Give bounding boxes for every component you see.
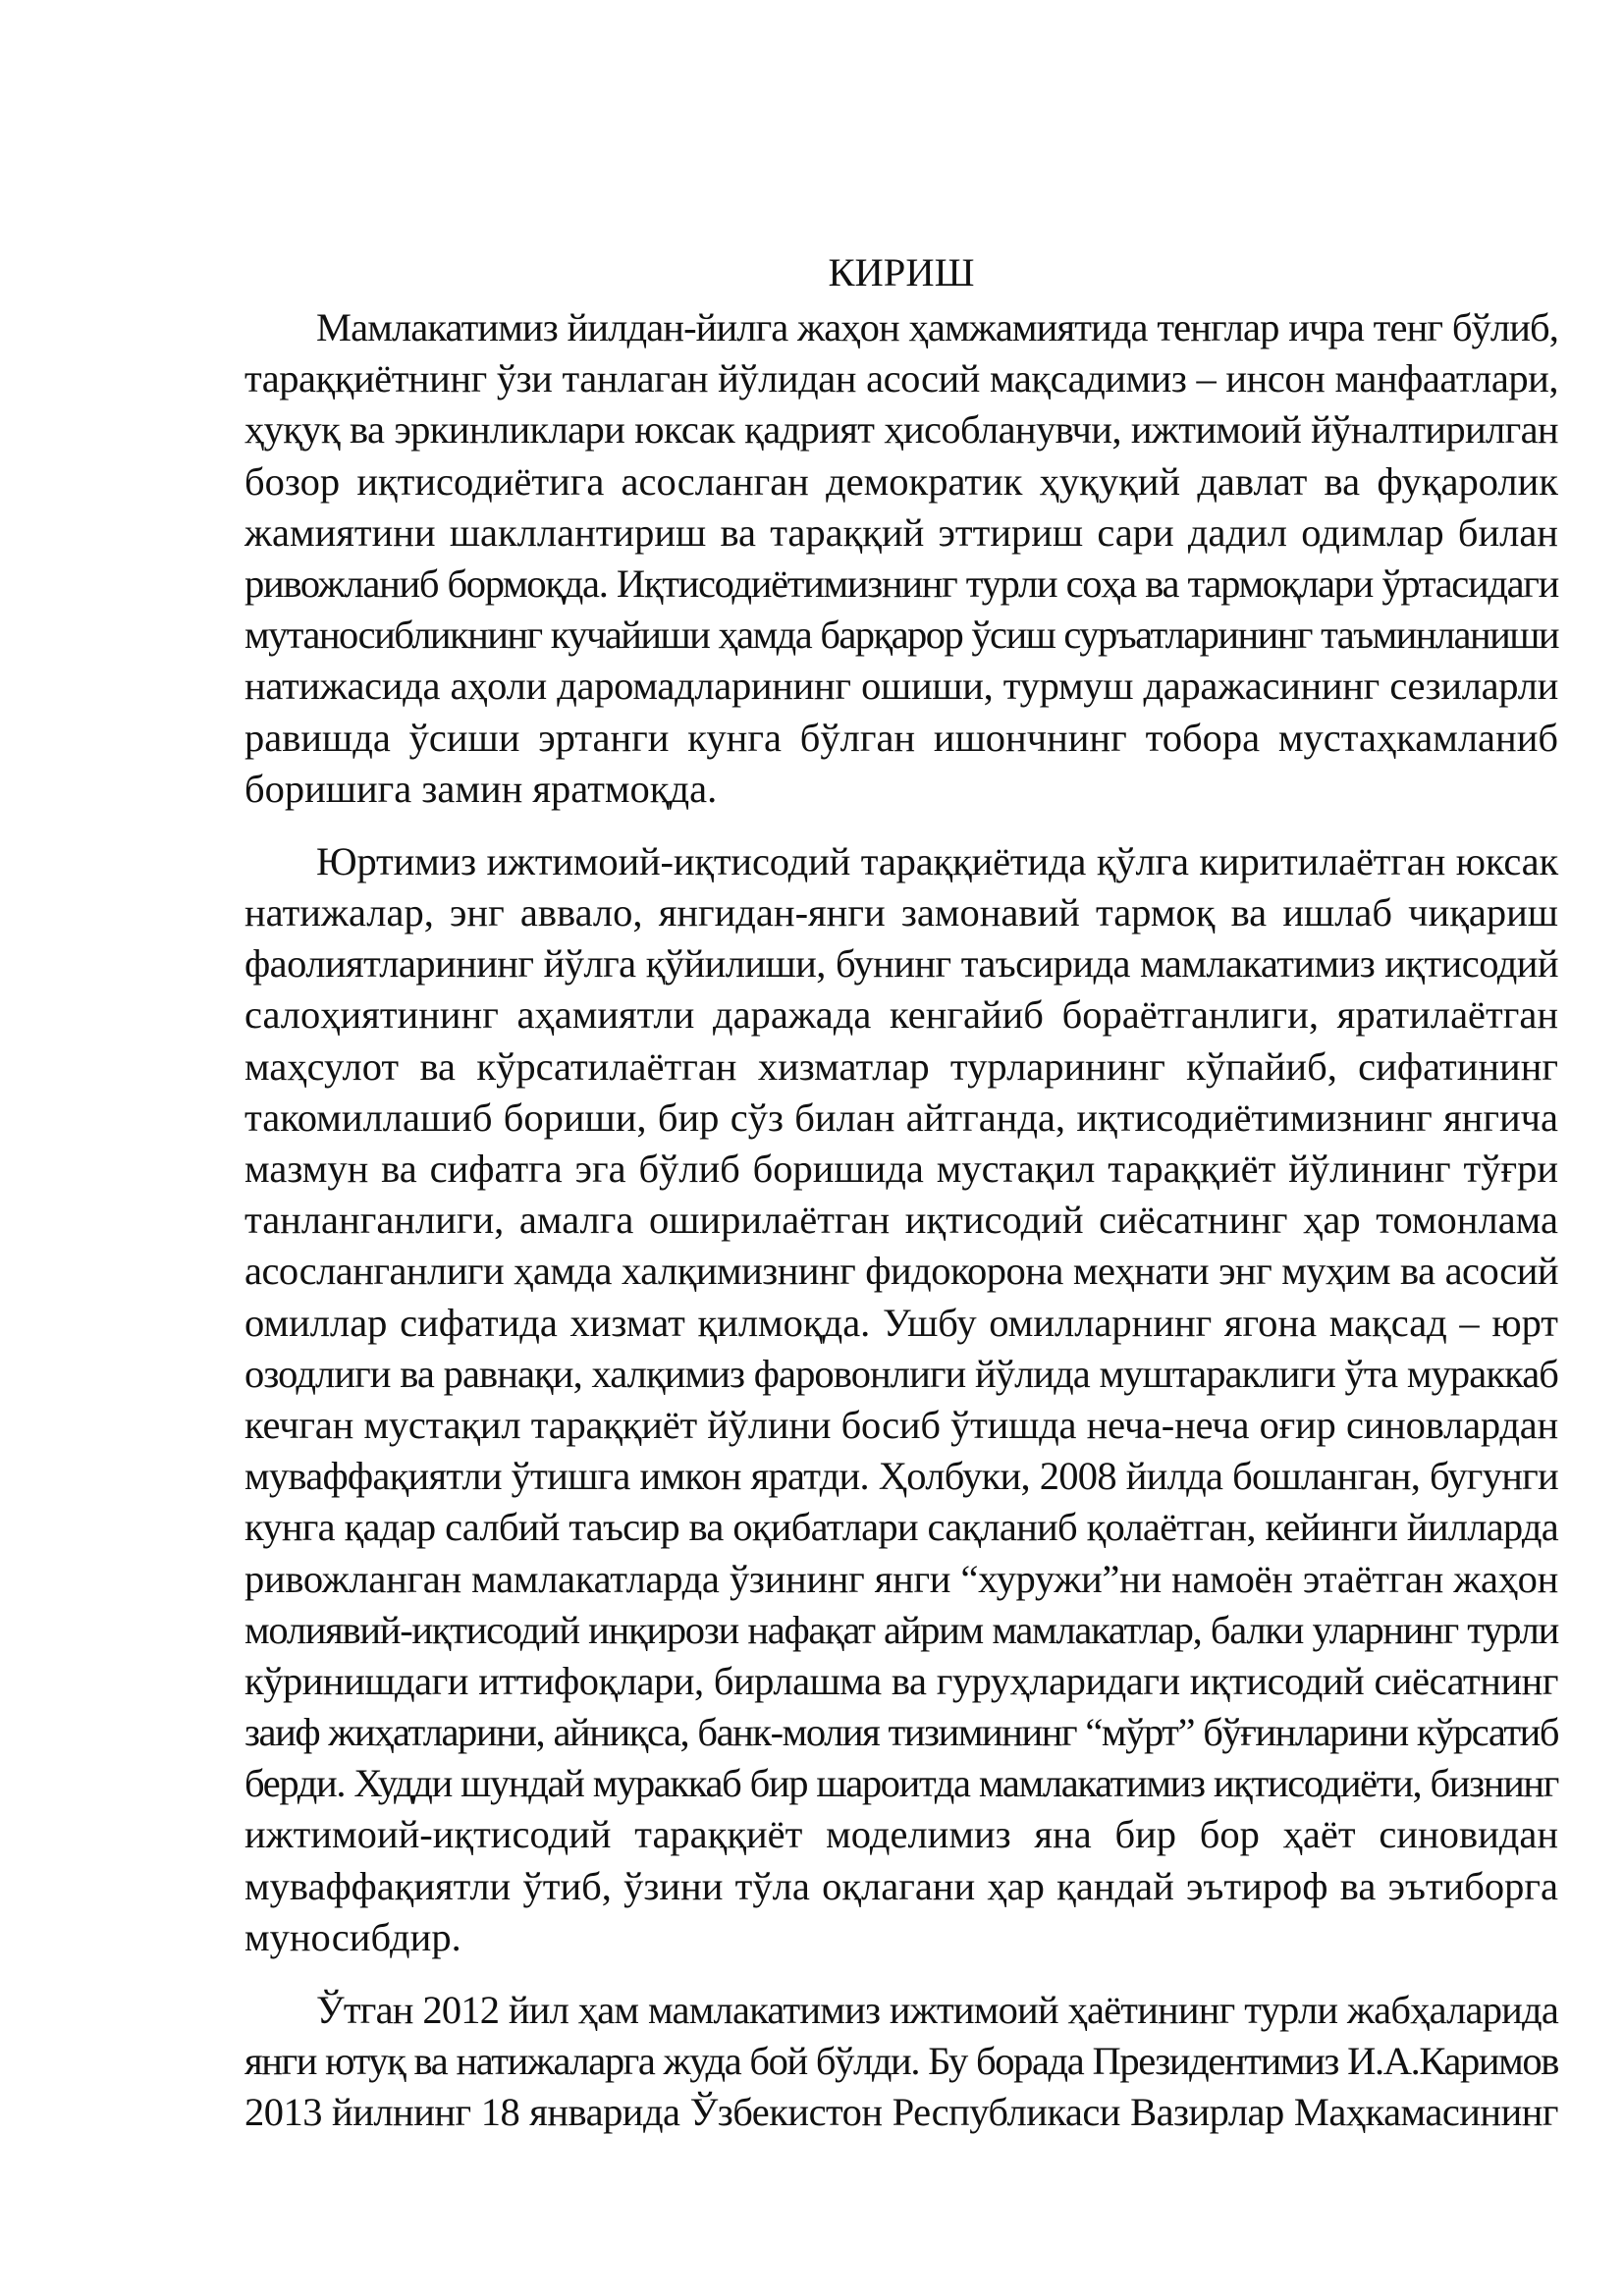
text-line: берди. Худди шундай мураккаб бир шароитда мамлакатимиз иқтисодиёти, бизнинг (244, 1761, 1558, 1806)
text-line: озодлиги ва равнақи, халқимиз фаровонлиги йўлида муштараклиги ўта мураккаб (244, 1351, 1558, 1396)
paragraph-spacer (244, 815, 1558, 836)
text-line: 2013 йилнинг 18 январида Ўзбекистон Республикаси Вазирлар Маҳкамасининг (244, 2090, 1558, 2135)
text-line: асосланганлиги ҳамда халқимизнинг фидокорона меҳнати энг муҳим ва асосий (244, 1249, 1558, 1294)
text-line: ривожланган мамлакатларда ўзининг янги “хуружи”ни намоён этаётган жаҳон (244, 1556, 1558, 1601)
text-line: Мамлакатимиз йилдан-йилга жаҳон ҳамжамиятида тенглар ичра тенг бўлиб, (316, 305, 1558, 349)
text-line: Ўтган 2012 йил ҳам мамлакатимиз ижтимоий ҳаётининг турли жабҳаларида (316, 1988, 1558, 2032)
text-line: кунга қадар салбий таъсир ва оқибатлари сақланиб қолаётган, кейинги йилларда (244, 1505, 1558, 1550)
text-line: тараққиётнинг ўзи танлаган йўлидан асосий мақсадимиз – инсон манфаатлари, (244, 356, 1558, 401)
document-body (244, 247, 1558, 2139)
text-line: заиф жиҳатларини, айниқса, банк-молия тизимининг “мўрт” бўғинларини кўрсатиб (244, 1710, 1558, 1755)
text-line: танланганлиги, амалга оширилаётган иқтисодий сиёсатнинг ҳар томонлама (244, 1198, 1558, 1243)
text-line: маҳсулот ва кўрсатилаётган хизматлар турларининг кўпайиб, сифатининг (244, 1043, 1558, 1089)
text-line: такомиллашиб бориши, бир сўз билан айтганда, иқтисодиётимизнинг янгича (244, 1095, 1558, 1140)
text-line: мутаносибликнинг кучайиши ҳамда барқарор ўсиш суръатларининг таъминланиши (244, 613, 1558, 658)
text-line: фаолиятларининг йўлга қўйилиши, бунинг таъсирида мамлакатимиз иқтисодий (244, 941, 1558, 987)
text-line: кечган мустақил тараққиёт йўлини босиб ўтишда неча-неча оғир синовлардан (244, 1402, 1558, 1447)
paragraph-2 (244, 836, 1558, 1963)
text-line: жамиятини шакллантириш ва тараққий эттириш сари дадил одимлар билан (244, 509, 1558, 555)
text-line: Юртимиз ижтимоий-иқтисодий тараққиётида қўлга киритилаётган юксак (316, 838, 1558, 883)
text-line: мазмун ва сифатга эга бўлиб боришида мустақил тараққиёт йўлининг тўғри (244, 1147, 1558, 1191)
text-line: равишда ўсиши эртанги кунга бўлган ишончнинг тобора мустаҳкамланиб (244, 715, 1558, 760)
text-line: натижасида аҳоли даромадларининг ошиши, турмуш даражасининг сезиларли (244, 664, 1558, 709)
text-line: боришига замин яратмоқда. (244, 766, 718, 811)
text-line: ривожланиб бормоқда. Иқтисодиётимизнинг турли соҳа ва тармоқлари ўртасидаги (244, 561, 1558, 606)
text-line: омиллар сифатида хизмат қилмоқда. Ушбу омилларнинг ягона мақсад – юрт (244, 1300, 1558, 1345)
text-line: янги ютуқ ва натижаларга жуда бой бўлди. Бу борада Президентимиз И.А.Каримов (244, 2039, 1558, 2084)
text-line: салоҳиятининг аҳамиятли даражада кенгайиб бораётганлиги, яратилаётган (244, 992, 1558, 1038)
text-line: муваффақиятли ўтишга имкон яратди. Ҳолбуки, 2008 йилда бошланган, бугунги (244, 1454, 1558, 1499)
text-line: ҳуқуқ ва эркинликлари юксак қадрият ҳисобланувчи, ижтимоий йўналтирилган (244, 407, 1558, 453)
text-line: бозор иқтисодиётига асосланган демократик ҳуқуқий давлат ва фуқаролик (244, 458, 1558, 504)
text-line: кўринишдаги иттифоқлари, бирлашма ва гуруҳларидаги иқтисодий сиёсатнинг (244, 1658, 1558, 1703)
text-line: молиявий-иқтисодий инқирози нафақат айрим мамлакатлар, балки уларнинг турли (244, 1607, 1558, 1652)
paragraph-1 (244, 302, 1558, 815)
page-title: КИРИШ (828, 250, 975, 294)
text-line: муносибдир. (244, 1914, 461, 1959)
paragraph-3 (244, 1985, 1558, 2139)
text-line: муваффақиятли ўтиб, ўзини тўла оқлагани ҳар қандай эътироф ва эътиборга (244, 1863, 1558, 1908)
text-line: ижтимоий-иқтисодий тараққиёт моделимиз яна бир бор ҳаёт синовидан (244, 1812, 1558, 1857)
paragraph-spacer (244, 1963, 1558, 1985)
text-line: натижалар, энг аввало, янгидан-янги замонавий тармоқ ва ишлаб чиқариш (244, 890, 1558, 935)
